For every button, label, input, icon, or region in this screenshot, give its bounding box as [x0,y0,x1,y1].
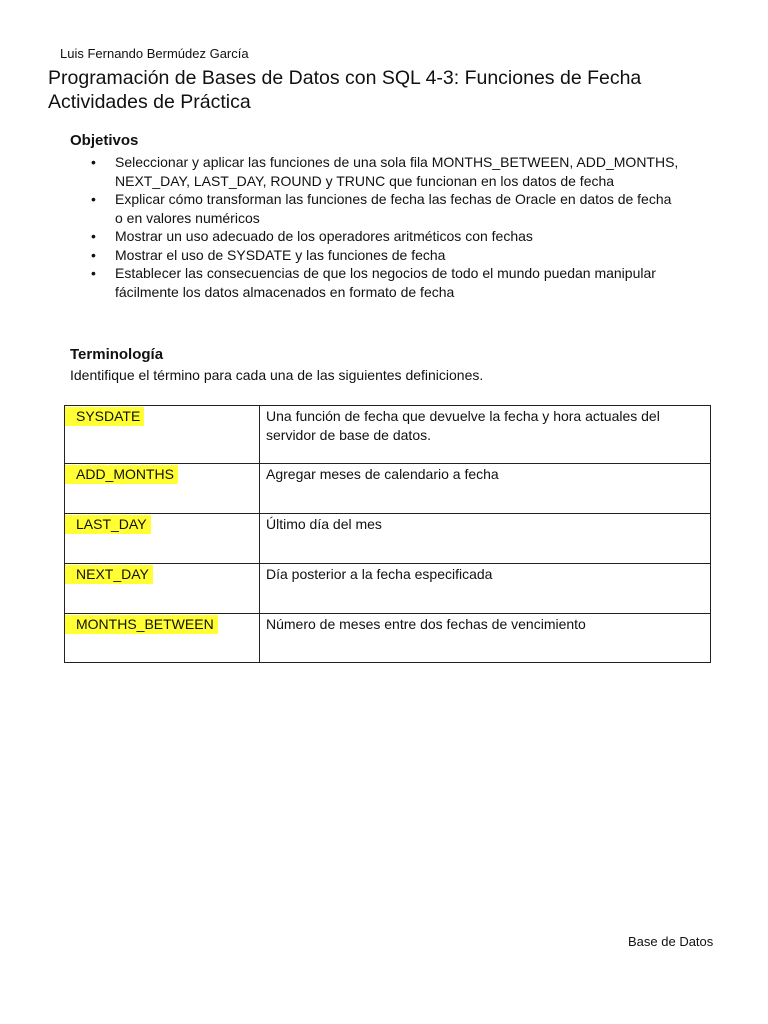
title-line-2: Actividades de Práctica [48,91,251,113]
table-row [65,514,711,564]
definition-cell [260,464,711,514]
document-title [48,66,641,114]
table-row [65,614,711,663]
title-line-1: Programación de Bases de Datos con SQL 4-3: Funciones de Fecha [48,67,642,89]
definition-text: Último día del mes [266,516,382,532]
definition-text: Una función de fecha que devuelve la fecha y hora actuales del servidor de base de datos. [266,408,660,443]
definition-text: Número de meses entre dos fechas de vencimiento [266,616,586,632]
table-row [65,406,711,464]
definition-cell [260,564,711,614]
terminology-table [64,405,711,663]
objective-item [91,246,681,265]
bullet-icon: • [91,154,96,170]
term-cell [65,514,260,564]
term-text: MONTHS_BETWEEN [65,615,218,634]
objectives-list [91,153,681,301]
objective-text: Mostrar un uso adecuado de los operadores aritméticos con fechas [115,228,533,244]
objective-text: Establecer las consecuencias de que los negocios de todo el mundo puedan manipular fácilmente los datos almacenados en formato de fecha [115,265,656,300]
bullet-icon: • [91,265,96,281]
objective-text: Explicar cómo transforman las funciones de fecha las fechas de Oracle en datos de fecha o en valores numéricos [115,191,672,226]
objective-text: Mostrar el uso de SYSDATE y las funciones de fecha [115,246,446,263]
term-text: ADD_MONTHS [65,465,178,484]
bullet-icon: • [91,191,96,207]
author-name: Luis Fernando Bermúdez García [60,46,249,61]
definition-text: Día posterior a la fecha especificada [266,566,493,582]
objective-text: Seleccionar y aplicar las funciones de una sola fila MONTHS_BETWEEN, ADD_MONTHS, NEXT_DAY, LAST_DAY, ROUND y TRUNC que funcionan en los datos de fecha [115,154,679,189]
table-row [65,564,711,614]
table-row [65,464,711,514]
objective-item [91,227,681,246]
objective-item [91,264,681,301]
term-cell [65,464,260,514]
term-cell [65,406,260,464]
terminology-instruction: Identifique el término para cada una de las siguientes definiciones. [70,367,484,383]
definition-text: Agregar meses de calendario a fecha [266,466,499,482]
definition-cell [260,614,711,663]
term-cell [65,614,260,663]
definition-cell [260,406,711,464]
terminology-heading: Terminología [70,346,164,363]
objective-item [91,153,681,190]
term-text: LAST_DAY [65,515,151,534]
footer-label: Base de Datos [628,934,714,949]
objective-item [91,190,681,227]
term-text: NEXT_DAY [65,565,153,584]
term-text: SYSDATE [65,407,144,426]
bullet-icon: • [91,228,96,244]
objectives-heading: Objetivos [70,132,139,149]
definition-cell [260,514,711,564]
bullet-icon: • [91,246,96,263]
term-cell [65,564,260,614]
